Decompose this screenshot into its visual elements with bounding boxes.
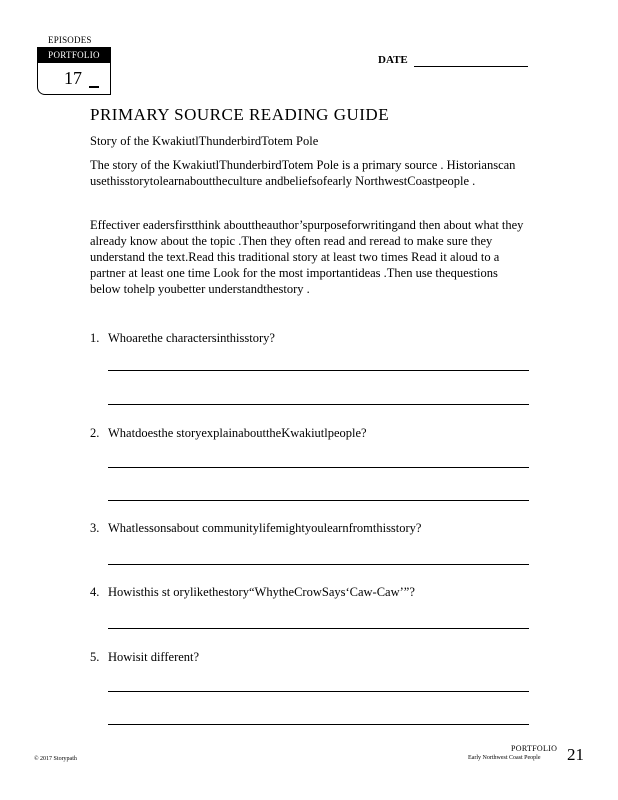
question-3 — [90, 521, 421, 536]
question-number: 1. — [90, 331, 100, 345]
answer-line[interactable] — [108, 467, 529, 468]
answer-line[interactable] — [108, 691, 529, 692]
portfolio-badge — [37, 47, 111, 95]
question-1 — [90, 331, 275, 346]
answer-line[interactable] — [108, 724, 529, 725]
answer-line[interactable] — [108, 628, 529, 629]
footer-unit-title: Early Northwest Coast People — [468, 755, 541, 761]
question-text: Howisit different? — [108, 650, 200, 664]
question-number: 3. — [90, 521, 100, 535]
portfolio-number: 17 — [64, 68, 82, 88]
date-label: DATE — [378, 54, 408, 66]
answer-line[interactable] — [108, 404, 529, 405]
question-number: 4. — [90, 585, 100, 599]
portfolio-number-underline — [89, 86, 99, 88]
story-subtitle: Story of the KwakiutlThunderbirdTotem Pole — [90, 134, 319, 148]
question-text: Whoarethe charactersinthisstory? — [108, 331, 275, 345]
page-number: 21 — [567, 745, 584, 764]
portfolio-badge-label: PORTFOLIO — [38, 48, 110, 63]
question-number: 2. — [90, 426, 100, 440]
instructions-paragraph: Effectiver eadersfirstthink abouttheauthor’spurposeforwritingand then about what they already know about the topic .Then they often read and reread to make sure they understand the text.Read this traditional story at least two times Read it aloud to a partner at least one time Look for the most importantideas .Then use thequestions below tohelp youbetter understandthestory . — [90, 218, 524, 296]
episodes-label: EPISODES — [48, 35, 92, 45]
intro-paragraph: The story of the KwakiutlThunderbirdTotem Pole is a primary source . Historianscan usethisstorytolearnabouttheculture andbeliefsofearly NorthwestCoastpeople . — [90, 158, 516, 188]
answer-line[interactable] — [108, 564, 529, 565]
question-4 — [90, 585, 415, 600]
page-title: PRIMARY SOURCE READING GUIDE — [90, 105, 390, 124]
footer-portfolio-label: PORTFOLIO — [511, 744, 558, 753]
question-2 — [90, 426, 367, 441]
copyright-text: © 2017 Storypath — [34, 756, 77, 762]
question-number: 5. — [90, 650, 100, 664]
date-field[interactable] — [414, 66, 528, 67]
question-5 — [90, 650, 199, 665]
question-text: Whatlessonsabout communitylifemightyoulearnfromthisstory? — [108, 521, 422, 535]
question-text: Whatdoesthe storyexplainabouttheKwakiutlpeople? — [108, 426, 367, 440]
answer-line[interactable] — [108, 500, 529, 501]
question-text: Howisthis st orylikethestory“WhytheCrowSays‘Caw-Caw’”? — [108, 585, 415, 599]
answer-line[interactable] — [108, 370, 529, 371]
